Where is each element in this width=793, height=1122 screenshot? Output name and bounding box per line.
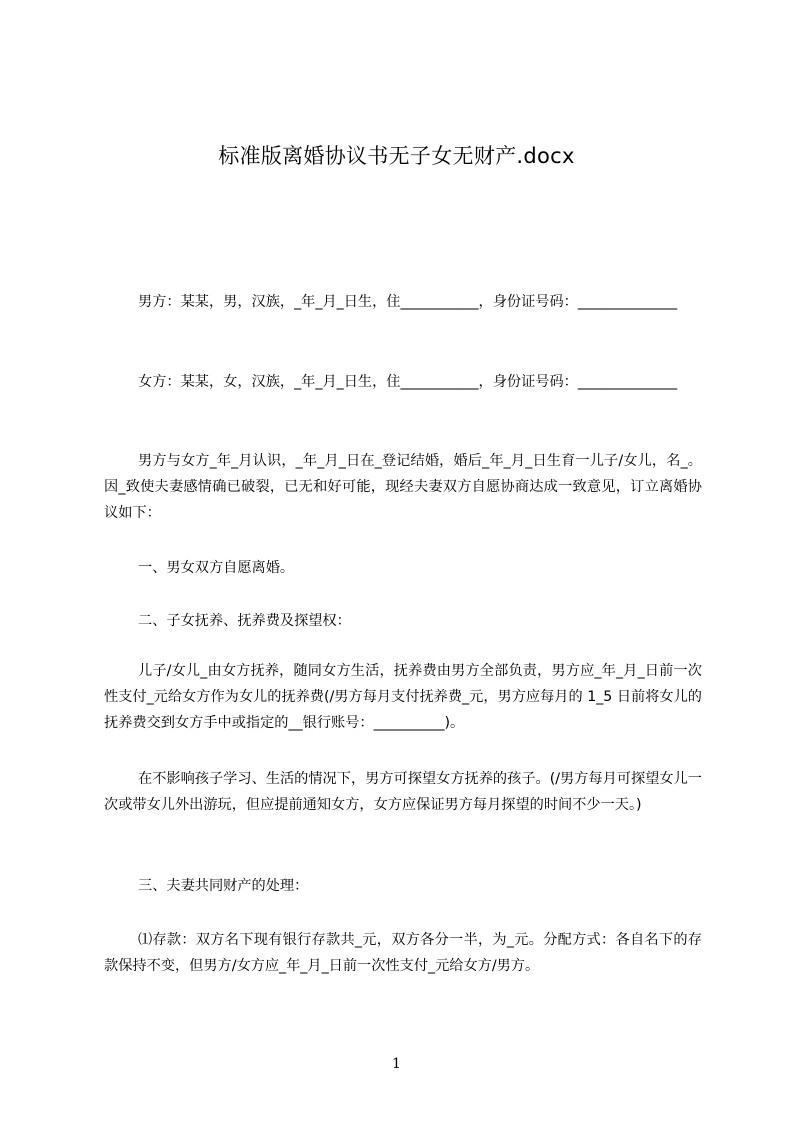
paragraph-clause-3-heading: 三、夫妻共同财产的处理：: [138, 878, 309, 894]
paragraph-clause-2-heading: 二、子女抚养、抚养费及探望权：: [138, 613, 351, 629]
paragraph-visitation: 在不影响孩子学习、生活的情况下，男方可探望女方抚养的孩子。(/男方每月可探望女儿一次或带女儿外出游玩，但应提前通知女方，女方应保证男方每月探望的时间不少一天。): [104, 771, 702, 813]
page-number: 1: [392, 1056, 401, 1072]
paragraph-savings: ⑴存款：双方名下现有银行存款共_元，双方各分一半，为_元。分配方式：各自名下的存款保持不变，但男方/女方应_年_月_日前一次性支付_元给女方/男方。: [104, 932, 702, 974]
paragraph-husband-info: 男方：某某，男，汉族，_年_月_日生，住___________，身份证号码：______________: [138, 294, 678, 310]
paragraph-child-custody: 儿子/女儿_由女方抚养，随同女方生活，抚养费由男方全部负责，男方应_年_月_日前一次性支付_元给女方作为女儿的抚养费(/男方每月支付抚养费_元，男方应每月的 1_5 日前将女儿的抚养费交到女方手中或指定的__银行账号：__________)。: [104, 663, 702, 731]
paragraph-clause-1: 一、男女双方自愿离婚。: [138, 560, 295, 576]
paragraph-background: 男方与女方_年_月认识，_年_月_日在_登记结婚，婚后_年_月_日生育一儿子/女儿，名_。因_致使夫妻感情确已破裂，已无和好可能，现经夫妻双方自愿协商达成一致意见，订立离婚协议如下：: [104, 453, 702, 521]
document-title: 标准版离婚协议书无子女无财产.docx: [218, 144, 575, 168]
paragraph-wife-info: 女方：某某，女，汉族，_年_月_日生，住___________，身份证号码：______________: [138, 374, 678, 390]
